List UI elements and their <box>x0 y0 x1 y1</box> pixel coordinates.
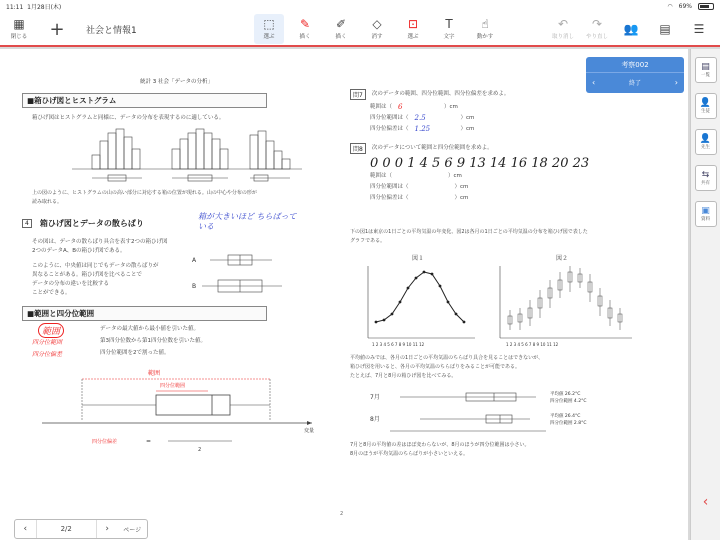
svg-text:四分位範囲: 四分位範囲 <box>160 383 186 389</box>
tool-pen-button[interactable]: ✎ 描く <box>299 17 311 40</box>
redo-button[interactable]: ↷ やり直し <box>585 17 608 40</box>
right-text-2: グラフである。 <box>350 238 386 244</box>
users-button[interactable] <box>616 14 646 44</box>
stamp-icon: ⊡ <box>407 17 419 31</box>
text-icon: T <box>445 17 453 31</box>
sidebar-list-button[interactable]: ▤ 一覧 <box>695 57 717 83</box>
answer-finish-button[interactable]: 終了 <box>628 79 641 87</box>
q8-label: 問8 <box>350 143 366 154</box>
list-icon: ▤ <box>701 62 710 72</box>
box-a-label: A <box>192 257 197 264</box>
redo-icon: ↷ <box>591 17 603 31</box>
q7-label: 問7 <box>350 89 366 100</box>
tool-text-button[interactable]: T 文字 <box>443 17 455 40</box>
formula-hand-red: 四分位偏差 <box>92 439 118 445</box>
undo-icon: ↶ <box>557 17 569 31</box>
right-text-3: 平均値のみでは、各月の1日ごとの平均気温のちらばり具合を見ることはできないが、 <box>350 355 544 361</box>
sidebar-student-button[interactable]: 👤 生徒 <box>695 93 717 119</box>
sidebar-teacher-button[interactable]: 👤 先生 <box>695 129 717 155</box>
right-text-6: 7月と8月の平均値の差はほぼ変わらないが、8月のほうが四分位範囲は小さい。 <box>350 442 530 448</box>
select-icon: ⬚ <box>263 17 275 31</box>
eraser-icon: ◇ <box>372 17 382 31</box>
svg-text:平均値 26.2°C: 平均値 26.2°C <box>550 392 581 397</box>
person-icon: 👤 <box>699 98 712 108</box>
answer-panel <box>586 57 684 93</box>
month-7-label: 7月 <box>370 394 380 401</box>
handwriting-range: 範囲 <box>38 323 64 338</box>
pen-icon: ✎ <box>299 17 311 31</box>
boxplots-ab <box>192 248 312 308</box>
svg-text:図２: 図２ <box>556 255 569 262</box>
q8-handwritten-numbers: 0 0 0 1 4 5 6 9 13 14 16 18 20 23 <box>370 156 590 171</box>
battery-percent: 69% <box>678 3 692 10</box>
toolbar <box>0 13 720 47</box>
tool-eraser-button[interactable]: ◇ 消す <box>371 17 383 40</box>
section-1-text-3: 読み取れる。 <box>32 199 63 205</box>
tool-marker-button[interactable]: ✐ 描く <box>335 17 347 40</box>
axis-variable-label: 変量 <box>304 428 315 434</box>
sidebar-material-button[interactable]: ▣ 資料 <box>695 201 717 227</box>
section-2-figure <box>192 212 312 298</box>
figures-row <box>350 252 680 352</box>
pages-button[interactable] <box>650 14 680 44</box>
answer-next-button[interactable]: › <box>674 77 678 87</box>
page-label: ページ <box>123 526 142 534</box>
pages-icon: ▤ <box>659 21 671 36</box>
document-page[interactable] <box>0 49 688 540</box>
chapter-heading: 統計 3 社会「データの分析」 <box>140 79 213 85</box>
right-text-4: 箱ひげ図を用いると、各月の平均気温のちらばりをみることが可能である。 <box>350 364 521 370</box>
histogram-center <box>172 129 228 169</box>
section-heading-2: 箱ひげ図とデータの散らばり <box>39 219 144 228</box>
boxplot-row <box>92 175 290 181</box>
right-sidebar <box>690 49 720 540</box>
right-text-7: 8月のほうが平均気温のちらばりが小さいといえる。 <box>350 451 469 457</box>
add-button[interactable] <box>42 14 72 44</box>
month-boxplots <box>350 385 680 435</box>
section-1-text: 箱ひげ図はヒストグラムと同様に、データの分布を表現するのに適している。 <box>32 115 225 121</box>
handwriting-qd: 四分位偏差 <box>32 351 63 358</box>
page-navigation <box>14 519 148 539</box>
users-icon: 👥 <box>623 21 639 36</box>
status-bar <box>0 0 720 13</box>
answer-panel-title: 考察002 <box>586 57 684 73</box>
section-1-text-2: 上の図のように、ヒストグラムの山の高い部分に対応する箱の位置が現れる。山の中心や分布の形が <box>32 190 257 196</box>
box-b-label: B <box>192 283 197 290</box>
range-boxplot-diagram <box>22 365 322 455</box>
page-number: 2 <box>340 511 344 517</box>
section-2-number: 4 <box>22 219 32 228</box>
grid-icon: ▦ <box>13 17 25 31</box>
wifi-icon: ◠ <box>667 3 673 10</box>
menu-button[interactable] <box>684 14 714 44</box>
right-column <box>350 89 680 459</box>
handwriting-iqr: 四分位範囲 <box>32 339 63 346</box>
svg-text:=: = <box>146 438 152 445</box>
share-icon: ⇆ <box>701 170 710 180</box>
sidebar-share-button[interactable]: ⇆ 共有 <box>695 165 717 191</box>
note-icon: ▣ <box>701 206 710 216</box>
page-counter: 2/2 <box>60 525 72 533</box>
figure-2-boxplots <box>486 252 636 352</box>
svg-text:図１: 図１ <box>412 255 425 262</box>
section-3-rows: 範囲 四分位範囲 四分位偏差 データの最大値から最小値を引いた値。 第3四分位数から第1四分位数を引いた値。 四分位範囲を2で割った値。 <box>22 323 322 365</box>
menu-icon: ☰ <box>693 21 705 36</box>
svg-text:2: 2 <box>198 447 202 453</box>
prev-page-button[interactable]: ‹ <box>15 520 37 538</box>
section-2-paragraph: その図は、データの散らばり具合を表す2つの箱ひげ図 2つのデータA、Bの箱ひげ図である。 このように、中央値は同じでもデータの散らばりが 異なることがある。箱ひげ図を比べることで データの分布の違いを比較する ことができる。 <box>32 239 168 296</box>
histogram-boxplot-figure <box>22 127 302 187</box>
tool-stamp-button[interactable]: ⊡ 選ぶ <box>407 17 419 40</box>
handwriting-blue-note: 箱が大きいほど ちらばっている <box>198 212 297 231</box>
q8-answers: 範囲は（ ）cm 四分位範囲は（ ）cm 四分位偏差は（ ）cm <box>370 173 469 201</box>
svg-text:範囲: 範囲 <box>148 370 161 377</box>
right-text-1: 下の図1は東京の1日ごとの平均気温の年変化、図2は各月の1日ごとの平均気温の分布を箱ひげ図で表した <box>350 229 588 235</box>
tool-lasso-button[interactable]: ☝ 動かす <box>476 17 494 40</box>
plus-icon: + <box>49 18 65 40</box>
svg-text:平均値 26.4°C: 平均値 26.4°C <box>550 414 581 419</box>
svg-text:四分位範囲 2.8°C: 四分位範囲 2.8°C <box>550 421 587 426</box>
section-heading-3: ■範囲と四分位範囲 <box>22 306 267 321</box>
q7-answers: 範囲は（ 6 ）cm 四分位範囲は（ 2.5 ）cm 四分位偏差は（ 1.25 ）cm <box>370 103 475 133</box>
figure-1-line-chart <box>350 252 480 352</box>
person-icon: 👤 <box>699 134 712 144</box>
histogram-left <box>92 129 140 169</box>
right-text-5: たとえば、7月と8月の箱ひげ図を比べてみる。 <box>350 373 457 379</box>
q7-header: 問7 次のデータの範囲、四分位範囲、四分位偏差を求めよ。 <box>350 89 680 100</box>
marker-icon: ✐ <box>335 17 347 31</box>
section-heading-1: ■箱ひげ図とヒストグラム <box>22 93 267 108</box>
histogram-right <box>250 131 290 169</box>
left-column <box>22 93 322 457</box>
answer-prev-button[interactable]: ‹ <box>592 77 596 87</box>
next-page-button[interactable]: › <box>96 520 118 538</box>
lasso-icon: ☝ <box>481 17 489 31</box>
svg-text:1 2 3 4 5 6 7 8 9 10 11 12: 1 2 3 4 5 6 7 8 9 10 11 12 <box>372 342 425 347</box>
battery-icon <box>698 3 714 10</box>
undo-button[interactable]: ↶ 取り消し <box>551 17 574 40</box>
svg-text:四分位範囲 4.2°C: 四分位範囲 4.2°C <box>550 399 587 404</box>
month-8-label: 8月 <box>370 416 380 423</box>
svg-text:1 2 3 4 5 6 7 8 9 10 11 12: 1 2 3 4 5 6 7 8 9 10 11 12 <box>506 342 559 347</box>
close-button[interactable]: ▦ 閉じる <box>10 17 28 40</box>
tool-select-button[interactable]: ⬚ 選ぶ <box>254 14 284 44</box>
collapse-sidebar-icon[interactable]: ‹ <box>702 494 709 510</box>
status-time-date: 11:11 1月28日(木) <box>6 4 62 11</box>
q8-header: 問8 次のデータについて範囲と四分位範囲を求めよ。 <box>350 143 680 154</box>
document-title: 社会と情報1 <box>86 25 137 36</box>
